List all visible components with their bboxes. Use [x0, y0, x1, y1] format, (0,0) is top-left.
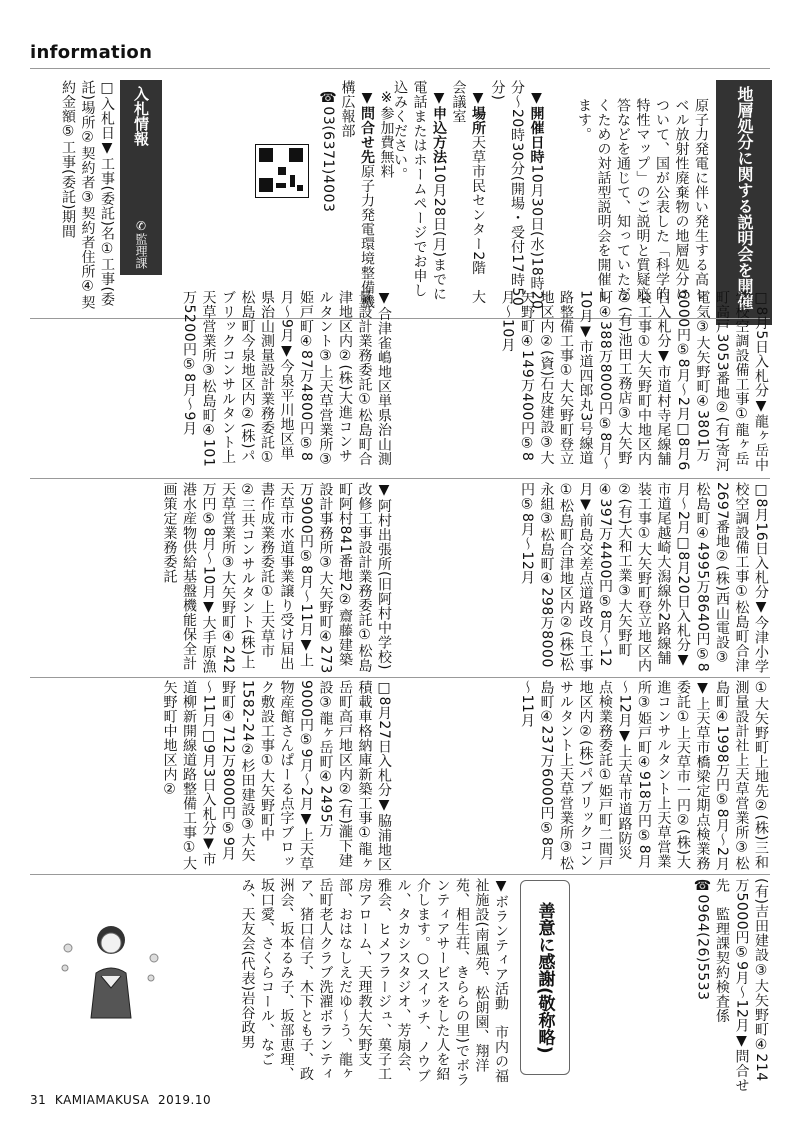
bidding-dept-text: 監理課 [134, 233, 148, 269]
date-value: 10月30日(水)18時20分～20時30分(開場・受付17時50分) [489, 80, 545, 310]
bidding-col-7: (有)吉田建設③大矢野町④214万5000円⑤9月～12月▼問合せ先 監理課契約検査係☎0964(26)5533 [694, 878, 769, 1093]
apply-value: 10月28日(月)までに電話またはホームページでお申し込みください。 [392, 80, 447, 301]
magazine-name: KAMIAMAKUSA [54, 1093, 150, 1107]
bidding-col-3: □8月16日入札分▼今津小学校空調設備工事①松島町合津2697番地②(株)西山電設③松島町④4995万8640円⑤8月～2月□8月20日入札分▼市道尾越崎大潟線外2路線舗装工事①大矢野町登立地区内②(有)大和工業③大矢野町④397万4400円⑤8月～12月▼前島交差点道路改良工事①松島町合津地区内②(株)松永組③松島町④298万8000円⑤8月～12月 [519, 482, 769, 674]
article-details [392, 80, 565, 310]
row2-divider [30, 478, 770, 479]
woman-illustration [56, 918, 166, 1023]
page-footer [30, 1093, 211, 1107]
bidding-dept [131, 219, 151, 269]
phone-icon: ✆ [134, 219, 148, 233]
fee-note: ※参加費無料 [378, 89, 395, 179]
place-label: ▼場所 [470, 89, 486, 136]
contact-value: 原子力発電環境整備機構広報部 [339, 80, 375, 310]
top-divider [30, 68, 770, 69]
section-header: information [30, 42, 153, 63]
bidding-col-1: □8月5日入札分▼龍ヶ岳中学校空調設備工事①龍ヶ岳町高戸3053番地②(有)寄河電気③大矢野町④3801万6000円⑤8月～2月□8月6日入札分▼市道村寺尾線舗装工事①大矢野町中地区内②(有)池田工務店③大矢野町④388万8000円⑤8月～10月▼市道四郎丸3号線道路整備工事①大矢野町登立地区内②(資)石皮建設③大矢野町④149万400円⑤8月～10月 [499, 290, 769, 473]
row4-divider [30, 874, 770, 875]
bidding-col-2: ▼合津雀嶋地区単県治山測量設計業務委託①松島町合津地区内②(株)大進コンサルタント③上天草営業所③姫戸町④87万4800円⑤8月～9月▼今泉平川地区単県治山測量設計業務委託①松島町今泉地区内②(株)パブリックコンサルタント上天草営業所③松島町④101万5200円⑤8月～9月 [181, 290, 392, 468]
issue-date: 2019.10 [157, 1093, 212, 1107]
row3-divider [30, 677, 770, 678]
bidding-title [120, 80, 162, 275]
bidding-col-5: ①大矢野町上地先②(株)三和測量設計社上天草営業所③松島町④1998万円⑤8月～2月▼上天草市橋梁定期点検業務委託①上天草市一円②(株)大進コンサルタント上天草営業所③姫戸町④918万円⑤8月～12月▼上天草市道路防災点検業務委託①姫戸町二間戸地区内②(株)パブリックコンサルタント上天草営業所③松島町④237万6000円⑤8月～11月 [519, 680, 769, 871]
article-body: 原子力発電に伴い発生する高レベル放射性廃棄物の地層処分について、国が公表した「科学的特性マップ」のご説明と質疑応答などを通じて、知っていただくための対話型説明会を開催します。 [576, 98, 709, 301]
apply-label: ▼申込方法 [431, 89, 447, 165]
volunteer-body: ▼ボランティア活動 市内の福祉施設(南風苑、松朗園、翔洋苑、相生荘、きららの里)でボランティアサービスをした人を紹介します。○スイッチ、ノウブル、タカシスタジオ、芳扇会、雅会、ヒメフラージュ、菓子工房アローム、天理教大矢野支部、おはなしえだゆ～う、龍ヶ岳町老人クラブ洗濯ボランティア、猪口信子、木下とも子、政洲会、坂本るみ子、坂部恵理、坂口愛、さくらコール、なごみ、天友会(代表)岩谷政男 [239, 878, 509, 1087]
bidding-col-6: □8月27日入札分▼脇浦地区積載車格納庫新築工事①龍ヶ岳町高戸地区内②(有)瀧下建設③龍ヶ岳町④2495万9000円⑤9月～2月▼上天草物産館さんぱーる点字ブロック敷設工事①大矢野町中1582-24②杉田建設③大矢野町④712万8000円⑤9月～11月□9月3日入札分▼市道柳新開線道路整備工事①大矢野町中地区内② [161, 680, 392, 872]
bidding-title-text: 入札情報 [132, 86, 150, 146]
page-number: 31 [30, 1093, 47, 1107]
article-title: 地層処分に関する説明会を開催 [716, 80, 772, 325]
date-label: ▼開催日時 [528, 89, 545, 165]
place-value: 天草市民センター2階 大会議室 [450, 80, 486, 305]
thanks-frame: 善意に感謝(敬称略) [520, 880, 570, 1075]
article-contact [180, 80, 415, 315]
bidding-legend: □入札日▼工事(委託)名①工事(委託)場所②契約者③契約者住所④契約金額⑤工事(委託)期間 [60, 80, 115, 310]
contact-label: ▼問合せ先 [359, 89, 375, 165]
contact-phone: ☎03(6371)4003 [320, 89, 336, 213]
bidding-col-4: ▼阿村出張所(旧阿村中学校)改修工事設計業務委託①松島町阿村841番地2②齋藤建築設計事務所③大矢野町④273万9000円⑤8月～11月▼上天草市水道事業譲り受け届出書作成業務委託①上天草市②三共コンサルタント(株)上天草営業所③大矢野町④242万円⑤8月～10月▼大手原漁港水産物供給基盤機能保全計画策定業務委託 [161, 482, 392, 674]
